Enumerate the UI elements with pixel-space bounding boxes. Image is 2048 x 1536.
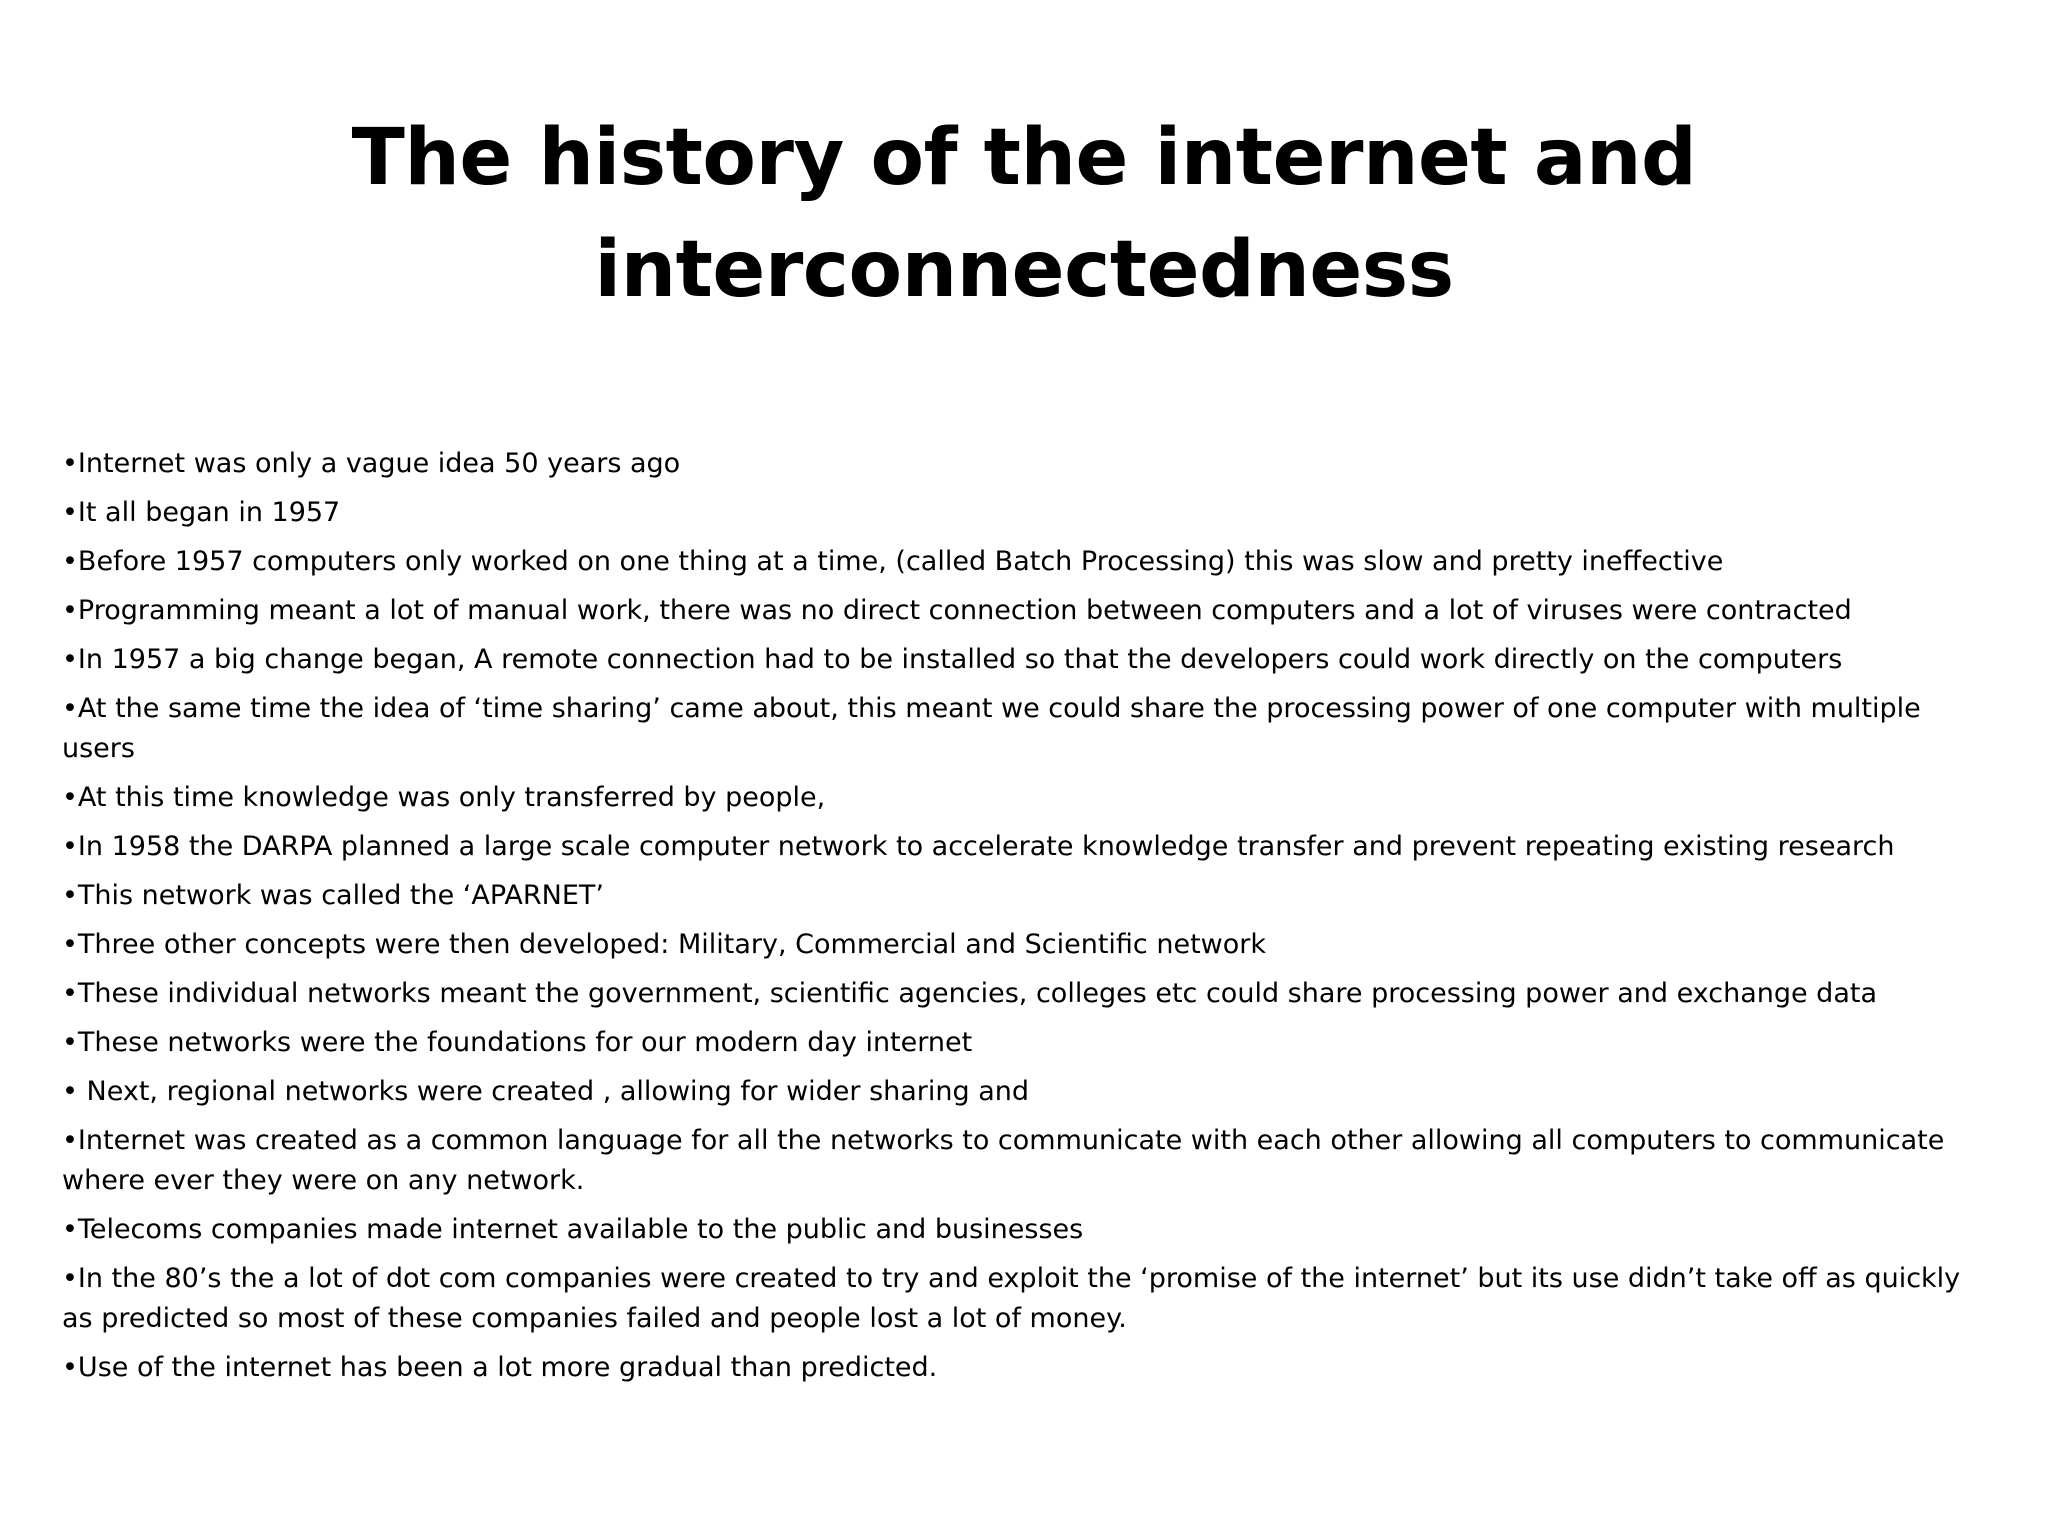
bullet-item: •It all began in 1957	[62, 497, 341, 528]
slide-title-line-2: interconnectedness	[594, 225, 1454, 315]
bullet-item: •This network was called the ‘APARNET’	[62, 880, 604, 911]
bullet-list	[62, 444, 1962, 1397]
slide-title	[0, 102, 2048, 326]
bullet-item: •Three other concepts were then developed: Military, Commercial and Scientific network	[62, 929, 1266, 960]
bullet-item: •At this time knowledge was only transferred by people,	[62, 782, 826, 813]
bullet-item: •These individual networks meant the government, scientific agencies, colleges etc could share processing power and exchange data	[62, 978, 1877, 1009]
bullet-item: •Programming meant a lot of manual work, there was no direct connection between computers and a lot of viruses were contracted	[62, 595, 1852, 626]
slide-title-line-1: The history of the internet and	[351, 113, 1697, 203]
bullet-item: • Next, regional networks were created , allowing for wider sharing and	[62, 1076, 1030, 1107]
bullet-item: •These networks were the foundations for our modern day internet	[62, 1027, 973, 1058]
bullet-item: •Telecoms companies made internet available to the public and businesses	[62, 1214, 1084, 1245]
bullet-item: •In the 80’s the a lot of dot com companies were created to try and exploit the ‘promise of the internet’ but its use didn’t take off as quickly as predicted so most of these companies failed and people lost a lot of money.	[62, 1263, 1961, 1334]
bullet-item: •At the same time the idea of ‘time sharing’ came about, this meant we could share the processing power of one computer with multiple users	[62, 693, 1921, 764]
bullet-item: •Use of the internet has been a lot more gradual than predicted.	[62, 1352, 938, 1383]
bullet-item: •Before 1957 computers only worked on one thing at a time, (called Batch Processing) this was slow and pretty ineffective	[62, 546, 1724, 577]
bullet-item: •Internet was created as a common language for all the networks to communicate with each other allowing all computers to communicate where ever they were on any network.	[62, 1125, 1945, 1196]
bullet-item: •In 1958 the DARPA planned a large scale computer network to accelerate knowledge transfer and prevent repeating existing research	[62, 831, 1895, 862]
bullet-item: •In 1957 a big change began, A remote connection had to be installed so that the developers could work directly on the computers	[62, 644, 1843, 675]
bullet-item: •Internet was only a vague idea 50 years ago	[62, 448, 681, 479]
